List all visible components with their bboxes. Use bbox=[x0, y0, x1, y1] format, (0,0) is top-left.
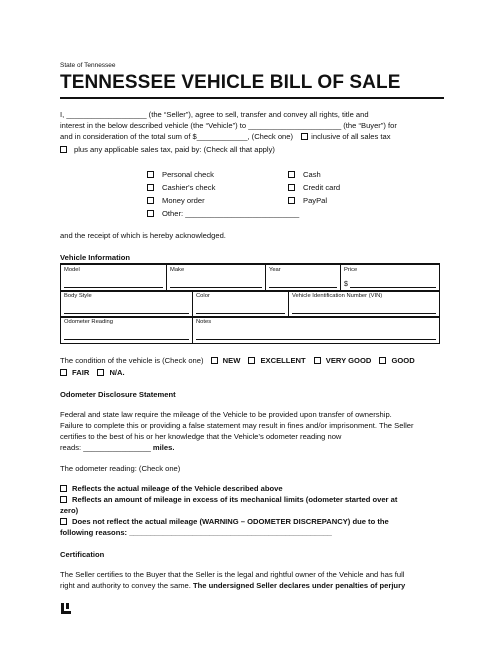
state-label: State of Tennessee bbox=[60, 62, 116, 69]
intro-line-1: I, ___________________ (the “Seller”), agree to sell, transfer and convey all rights, title and bbox=[60, 110, 369, 119]
condition-excellent-label: EXCELLENT bbox=[260, 356, 306, 365]
intro-line-3 bbox=[60, 132, 391, 142]
odometer-reading-cell[interactable] bbox=[61, 317, 193, 344]
certification-line-2 bbox=[60, 581, 405, 591]
odometer-reads-line bbox=[60, 443, 174, 453]
plus-tax-label: plus any applicable sales tax, paid by: (Check all that apply) bbox=[74, 145, 275, 154]
intro-line-4 bbox=[60, 145, 275, 155]
notes-cell[interactable] bbox=[193, 317, 440, 344]
table-row bbox=[61, 291, 440, 318]
condition-new-checkbox[interactable] bbox=[211, 357, 218, 364]
vehicle-info-table-row-2 bbox=[60, 290, 440, 318]
body-style-label: Body Style bbox=[64, 293, 92, 299]
odometer-reading-label: Odometer Reading bbox=[64, 319, 113, 325]
notes-label: Notes bbox=[196, 319, 212, 325]
actual-mileage-checkbox[interactable] bbox=[60, 485, 67, 492]
receipt-acknowledgement: and the receipt of which is hereby acknowledged. bbox=[60, 231, 226, 240]
table-row bbox=[61, 265, 440, 292]
cashiers-check-label: Cashier's check bbox=[162, 183, 216, 192]
cash-checkbox[interactable] bbox=[288, 171, 295, 178]
plus-tax-checkbox[interactable] bbox=[60, 146, 67, 153]
payment-option-money-order bbox=[147, 196, 205, 206]
table-row bbox=[61, 317, 440, 344]
certification-line-1: The Seller certifies to the Buyer that the Seller is the legal and rightful owner of the Vehicle and has full bbox=[60, 570, 405, 579]
model-cell[interactable] bbox=[61, 265, 167, 292]
vehicle-info-table-row-3 bbox=[60, 316, 440, 344]
odometer-para-line-2: Failure to complete this or providing a false statement may result in fines and/or imprisonment. The Seller bbox=[60, 421, 414, 430]
condition-na-label: N/A. bbox=[109, 368, 125, 377]
document-title: TENNESSEE VEHICLE BILL OF SALE bbox=[60, 72, 401, 93]
vin-label: Vehicle Identification Number (VIN) bbox=[292, 293, 383, 299]
other-checkbox[interactable] bbox=[147, 210, 154, 217]
odometer-option-excess-cont: zero) bbox=[60, 506, 79, 515]
cashiers-check-checkbox[interactable] bbox=[147, 184, 154, 191]
other-label: Other: ___________________________ bbox=[162, 209, 300, 218]
payment-option-cashiers-check bbox=[147, 183, 215, 193]
discrepancy-reasons-line: following reasons: ________________________________________________ bbox=[60, 528, 332, 537]
vehicle-info-table bbox=[60, 264, 440, 292]
model-label: Model bbox=[64, 267, 80, 273]
discrepancy-checkbox[interactable] bbox=[60, 518, 67, 525]
vin-cell[interactable] bbox=[289, 291, 440, 318]
personal-check-label: Personal check bbox=[162, 170, 214, 179]
excess-mileage-label: Reflects an amount of mileage in excess of its mechanical limits (odometer started over at bbox=[72, 495, 398, 504]
paypal-checkbox[interactable] bbox=[288, 197, 295, 204]
paypal-label: PayPal bbox=[303, 196, 328, 205]
intro-line-2: interest in the below described vehicle (the “Vehicle”) to ______________________ (the “Buyer”) for bbox=[60, 121, 397, 130]
year-label: Year bbox=[269, 267, 281, 273]
intro-line-3-text: and in consideration of the total sum of $____________, (Check one) bbox=[60, 132, 294, 141]
actual-mileage-label: Reflects the actual mileage of the Vehicle described above bbox=[72, 484, 283, 493]
payment-option-cash bbox=[288, 170, 321, 180]
condition-line bbox=[60, 356, 415, 366]
odometer-reading-prompt: The odometer reading: (Check one) bbox=[60, 464, 181, 473]
color-cell[interactable] bbox=[193, 291, 289, 318]
lawdistrict-logo-icon bbox=[61, 603, 71, 614]
cash-label: Cash bbox=[303, 170, 321, 179]
certification-line-2-plain: right and authority to convey the same. bbox=[60, 581, 191, 590]
inclusive-tax-label: inclusive of all sales tax bbox=[311, 132, 391, 141]
body-style-cell[interactable] bbox=[61, 291, 193, 318]
condition-na-checkbox[interactable] bbox=[97, 369, 104, 376]
odometer-disclosure-heading: Odometer Disclosure Statement bbox=[60, 390, 176, 399]
money-order-label: Money order bbox=[162, 196, 205, 205]
condition-prefix: The condition of the vehicle is (Check one) bbox=[60, 356, 204, 365]
personal-check-checkbox[interactable] bbox=[147, 171, 154, 178]
odometer-option-actual bbox=[60, 484, 283, 494]
condition-excellent-checkbox[interactable] bbox=[248, 357, 255, 364]
odometer-option-discrepancy bbox=[60, 517, 389, 527]
condition-new-label: NEW bbox=[222, 356, 241, 365]
condition-fair-checkbox[interactable] bbox=[60, 369, 67, 376]
price-dollar-sign: $ bbox=[344, 281, 348, 288]
odometer-para-line-1: Federal and state law require the mileage of the Vehicle to be provided upon transfer of ownership. bbox=[60, 410, 392, 419]
price-label: Price bbox=[344, 267, 358, 273]
condition-good-label: GOOD bbox=[391, 356, 415, 365]
color-label: Color bbox=[196, 293, 210, 299]
condition-very-good-checkbox[interactable] bbox=[314, 357, 321, 364]
money-order-checkbox[interactable] bbox=[147, 197, 154, 204]
title-divider bbox=[60, 97, 444, 99]
payment-option-paypal bbox=[288, 196, 327, 206]
inclusive-tax-checkbox[interactable] bbox=[301, 133, 308, 140]
certification-line-2-bold: The undersigned Seller declares under penalties of perjury bbox=[192, 581, 406, 590]
discrepancy-label: Does not reflect the actual mileage (WARNING – ODOMETER DISCREPANCY) due to the bbox=[72, 517, 389, 526]
condition-very-good-label: VERY GOOD bbox=[325, 356, 372, 365]
payment-option-credit-card bbox=[288, 183, 340, 193]
credit-card-label: Credit card bbox=[303, 183, 341, 192]
price-cell[interactable] bbox=[341, 265, 440, 292]
payment-option-personal-check bbox=[147, 170, 214, 180]
certification-heading: Certification bbox=[60, 550, 105, 559]
make-cell[interactable] bbox=[167, 265, 266, 292]
odometer-option-excess bbox=[60, 495, 397, 505]
credit-card-checkbox[interactable] bbox=[288, 184, 295, 191]
payment-option-other bbox=[147, 209, 299, 219]
condition-fair-label: FAIR bbox=[72, 368, 90, 377]
make-label: Make bbox=[170, 267, 185, 273]
reads-label: reads: ________________ bbox=[60, 443, 151, 452]
condition-good-checkbox[interactable] bbox=[379, 357, 386, 364]
odometer-para-line-3: certifies to the best of his or her knowledge that the Vehicle’s odometer reading now bbox=[60, 432, 342, 441]
condition-line-2 bbox=[60, 368, 125, 378]
miles-label: miles. bbox=[152, 443, 175, 452]
excess-mileage-checkbox[interactable] bbox=[60, 496, 67, 503]
year-cell[interactable] bbox=[266, 265, 341, 292]
vehicle-info-heading: Vehicle Information bbox=[60, 253, 131, 262]
